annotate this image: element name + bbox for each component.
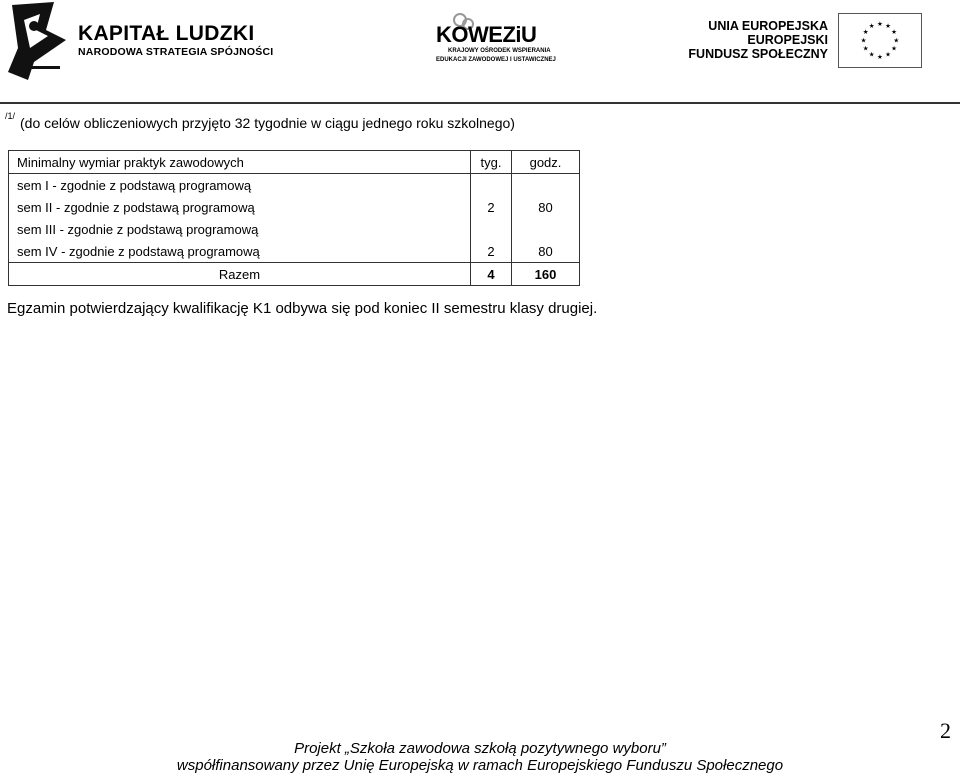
eu-line3: FUNDUSZ SPOŁECZNY	[688, 47, 828, 61]
row-godz: 80	[512, 196, 580, 218]
eu-star-icon: ★	[860, 37, 867, 45]
total-godz: 160	[512, 263, 580, 286]
row-tyg	[471, 218, 512, 240]
table-row	[9, 196, 580, 218]
table-row	[9, 174, 580, 197]
eu-star-icon: ★	[868, 51, 875, 59]
eu-star-icon: ★	[862, 29, 869, 37]
table-header-row	[9, 151, 580, 174]
eu-star-icon: ★	[893, 37, 900, 45]
eu-flag-icon	[838, 13, 922, 68]
table-row	[9, 240, 580, 263]
row-label: sem III - zgodnie z podstawą programową	[9, 218, 471, 240]
footer-project-title: Projekt „Szkoła zawodowa szkołą pozytywnego wyboru”	[294, 740, 666, 757]
row-label: sem II - zgodnie z podstawą programową	[9, 196, 471, 218]
koweziu-subtitle-line1: KRAJOWY OŚRODEK WSPIERANIA	[448, 48, 551, 54]
eu-line2: EUROPEJSKI	[747, 33, 828, 47]
eu-star-icon: ★	[876, 53, 884, 61]
row-label: sem IV - zgodnie z podstawą programową	[9, 240, 471, 263]
eu-star-icon: ★	[891, 29, 898, 37]
footer-cofinancing: współfinansowany przez Unię Europejską w ramach Europejskiego Funduszu Społecznego	[176, 757, 784, 774]
table-total-row	[9, 263, 580, 286]
header-tyg: tyg.	[471, 151, 512, 174]
koweziu-title: KOWEZiU	[436, 22, 537, 47]
kapital-ludzki-subtitle: NARODOWA STRATEGIA SPÓJNOŚCI	[78, 46, 274, 58]
kapital-ludzki-title: KAPITAŁ LUDZKI	[78, 22, 255, 45]
eu-line1: UNIA EUROPEJSKA	[708, 19, 828, 33]
eu-star-icon: ★	[876, 21, 884, 29]
exam-note: Egzamin potwierdzający kwalifikację K1 odbywa się pod koniec II semestru klasy drugiej.	[7, 300, 598, 317]
row-tyg: 2	[471, 240, 512, 263]
table-row	[9, 218, 580, 240]
koweziu-subtitle-line2: EDUKACJI ZAWODOWEJ I USTAWICZNEJ	[436, 57, 556, 63]
header-godz: godz.	[512, 151, 580, 174]
row-godz	[512, 218, 580, 240]
practice-table	[8, 150, 580, 286]
eu-star-icon: ★	[885, 51, 892, 59]
row-godz: 80	[512, 240, 580, 263]
eu-star-icon: ★	[868, 23, 875, 31]
page-number: 2	[940, 718, 951, 743]
footnote-text: (do celów obliczeniowych przyjęto 32 tygodnie w ciągu jednego roku szkolnego)	[20, 115, 515, 131]
total-tyg: 4	[471, 263, 512, 286]
row-label: sem I - zgodnie z podstawą programową	[9, 174, 471, 197]
eu-star-icon: ★	[862, 45, 869, 53]
row-tyg	[471, 174, 512, 197]
row-tyg: 2	[471, 196, 512, 218]
header-divider	[0, 102, 960, 104]
footnote-mark: /1/	[5, 111, 16, 121]
total-label: Razem	[9, 263, 471, 286]
row-godz	[512, 174, 580, 197]
eu-star-icon: ★	[885, 23, 892, 31]
eu-star-icon: ★	[891, 45, 898, 53]
header-label: Minimalny wymiar praktyk zawodowych	[9, 151, 471, 174]
